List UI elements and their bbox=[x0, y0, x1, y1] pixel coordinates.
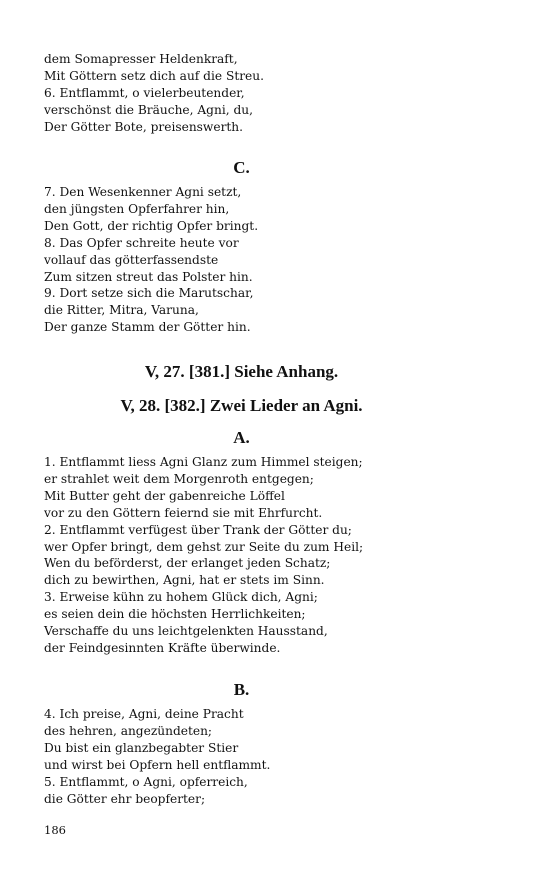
verse-line: verschönst die Bräuche, Agni, du, bbox=[44, 102, 254, 117]
verse-line: die Götter ehr beopferter; bbox=[44, 791, 206, 806]
verse-line: Den Gott, der richtig Opfer bringt. bbox=[44, 218, 259, 233]
verse-line: Verschaffe du uns leichtgelenkten Hausstand, bbox=[44, 624, 328, 639]
verse-block-a bbox=[44, 454, 514, 657]
verse-line: dem Somapresser Heldenkraft, bbox=[44, 52, 238, 66]
verse-line: wer Opfer bringt, dem gehst zur Seite du zum Heil; bbox=[44, 539, 364, 554]
verse-line: Mit Göttern setz dich auf die Streu. bbox=[44, 68, 264, 83]
verse-block-b bbox=[44, 706, 514, 807]
verse-line: 7. Den Wesenkenner Agni setzt, bbox=[44, 185, 242, 199]
verse-line: es seien dein die höchsten Herrlichkeiten; bbox=[44, 607, 306, 622]
hymn-heading-v27: V, 27. [381.] Siehe Anhang. bbox=[144, 362, 339, 381]
hymn-heading-v28: V, 28. [382.] Zwei Lieder an Agni. bbox=[120, 396, 363, 415]
verse-line: 2. Entflammt verfügest über Trank der Götter du; bbox=[44, 522, 352, 537]
verse-line: den jüngsten Opferfahrer hin, bbox=[44, 201, 230, 216]
verse-line: vollauf das götterfassendste bbox=[44, 252, 219, 267]
verse-line: und wirst bei Opfern hell entflammt. bbox=[44, 757, 271, 772]
verse-line: 4. Ich preise, Agni, deine Pracht bbox=[44, 707, 244, 721]
verse-line: Du bist ein glanzbegabter Stier bbox=[44, 740, 239, 755]
section-heading-a: A. bbox=[233, 428, 250, 447]
verse-line: Mit Butter geht der gabenreiche Löffel bbox=[44, 488, 285, 503]
verse-block-c bbox=[44, 184, 514, 336]
page-number: 186 bbox=[44, 823, 66, 837]
verse-line: 8. Das Opfer schreite heute vor bbox=[44, 235, 239, 250]
verse-line: der Feindgesinnten Kräfte überwinde. bbox=[44, 640, 281, 655]
verse-line: die Ritter, Mitra, Varuna, bbox=[44, 303, 199, 318]
verse-block-continuation bbox=[44, 51, 514, 136]
verse-line: 3. Erweise kühn zu hohem Glück dich, Agni; bbox=[44, 590, 318, 605]
verse-line: 1. Entflammt liess Agni Glanz zum Himmel steigen; bbox=[44, 455, 363, 469]
section-heading-b: B. bbox=[233, 680, 250, 699]
verse-line: 5. Entflammt, o Agni, opferreich, bbox=[44, 774, 248, 789]
verse-line: dich zu bewirthen, Agni, hat er stets im Sinn. bbox=[44, 573, 325, 588]
verse-line: 9. Dort setze sich die Marutschar, bbox=[44, 286, 254, 301]
verse-line: Der ganze Stamm der Götter hin. bbox=[44, 320, 251, 335]
verse-line: vor zu den Göttern feiernd sie mit Ehrfurcht. bbox=[44, 505, 323, 520]
verse-line: Zum sitzen streut das Polster hin. bbox=[44, 269, 253, 284]
verse-line: Der Götter Bote, preisenswerth. bbox=[44, 119, 244, 134]
verse-line: des hehren, angezündeten; bbox=[44, 723, 213, 738]
section-heading-c: C. bbox=[233, 158, 250, 177]
verse-line: Wen du beförderst, der erlanget jeden Schatz; bbox=[44, 556, 331, 571]
verse-line: er strahlet weit dem Morgenroth entgegen; bbox=[44, 471, 314, 486]
verse-line: 6. Entflammt, o vielerbeutender, bbox=[44, 85, 245, 100]
